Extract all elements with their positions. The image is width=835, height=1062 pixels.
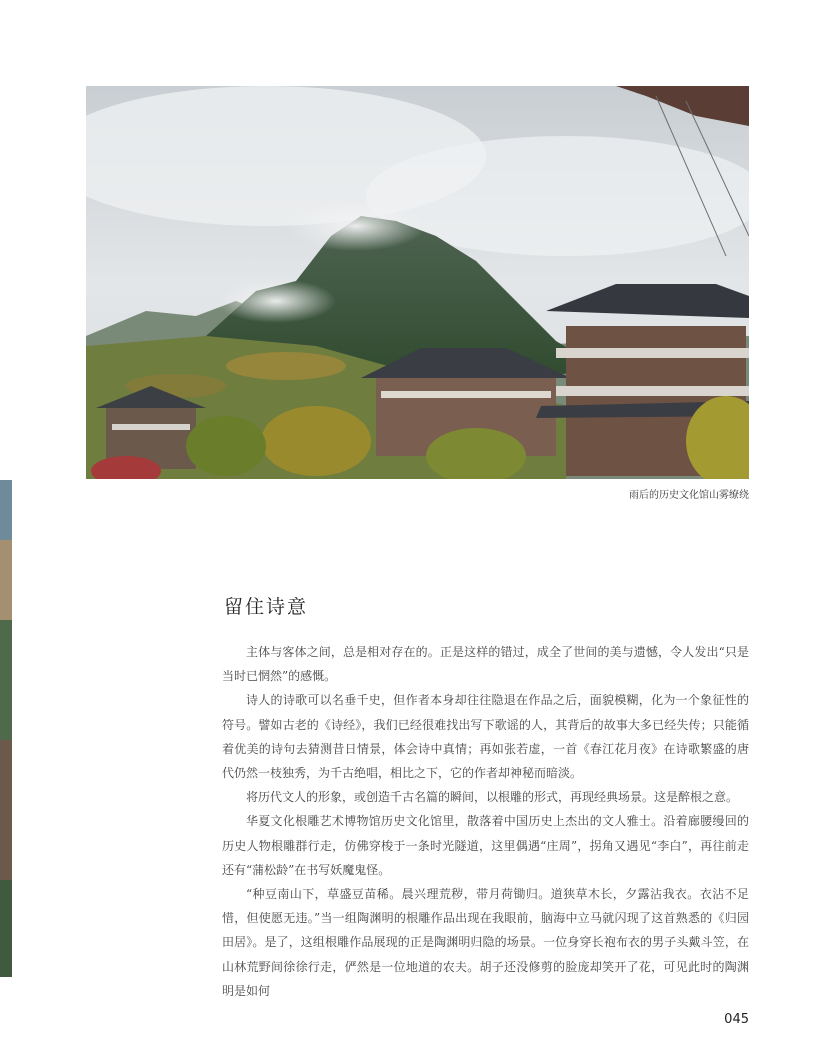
paragraph: 将历代文人的形象，或创造千古名篇的瞬间，以根雕的形式，再现经典场景。这是醉根之意。 xyxy=(246,790,739,805)
photo-caption: 雨后的历史文化馆山雾缭绕 xyxy=(629,490,749,501)
misty-temple-mountain-image xyxy=(86,86,749,479)
page-number: 045 xyxy=(724,1012,749,1027)
paragraph: 华夏文化根雕艺术博物馆历史文化馆里，散落着中国历史上杰出的文人雅士。沿着廊腰缦回的历史人物根雕群行走，仿佛穿梭于一条时光隧道，这里偶遇“庄周”，拐角又遇见“李白”，再往前走还有“蒲松龄”在书写妖魔鬼怪。 xyxy=(222,814,749,877)
paragraph: 主体与客体之间，总是相对存在的。正是这样的错过，成全了世间的美与遗憾，令人发出“只是当时已惘然”的感慨。 xyxy=(222,645,749,684)
paragraph: “种豆南山下，草盛豆苗稀。晨兴理荒秽，带月荷锄归。道狭草木长，夕露沾我衣。衣沾不足惜，但使愿无违。”当一组陶渊明的根雕作品出现在我眼前，脑海中立马就闪现了这首熟悉的《归园田居》。是了，这组根雕作品展现的正是陶渊明归隐的场景。一位身穿长袍布衣的男子头戴斗笠，在山林荒野间徐徐行走，俨然是一位地道的农夫。胡子还没修剪的脸庞却笑开了花，可见此时的陶渊明是如何 xyxy=(222,887,749,998)
section-heading: 留住诗意 xyxy=(224,596,309,618)
article-body xyxy=(222,640,749,1003)
cropped-photo-image xyxy=(0,480,12,977)
paragraph: 诗人的诗歌可以名垂千史，但作者本身却往往隐退在作品之后，面貌模糊，化为一个象征性的符号。譬如古老的《诗经》，我们已经很难找出写下歌谣的人，其背后的故事大多已经失传；只能循着优美的诗句去猜测昔日情景，体会诗中真情；再如张若虚，一首《春江花月夜》在诗歌繁盛的唐代仍然一枝独秀，为千古绝唱，相比之下，它的作者却神秘而暗淡。 xyxy=(222,693,749,781)
hero-photo xyxy=(86,86,749,479)
adjacent-page-photo-edge xyxy=(0,480,12,977)
